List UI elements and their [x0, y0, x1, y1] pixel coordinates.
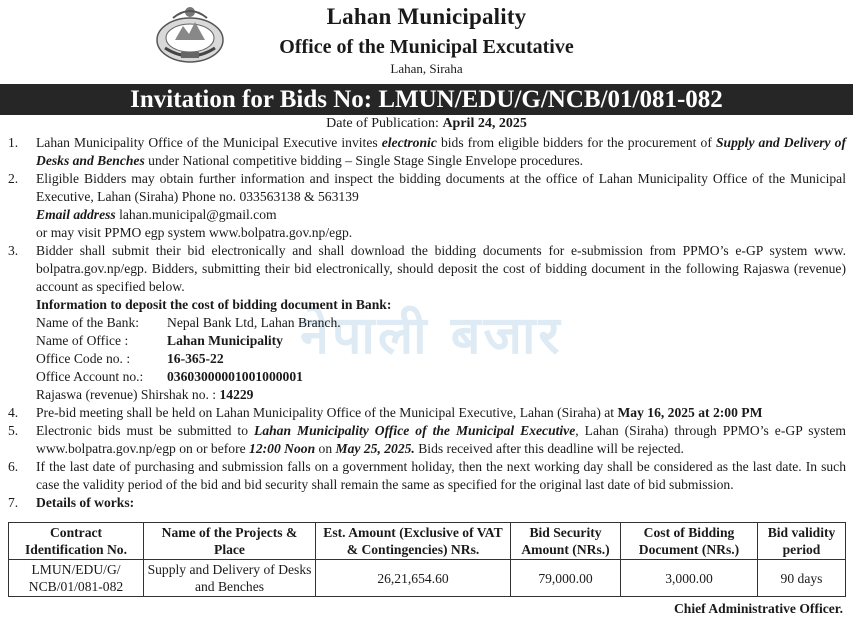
table-cell: 79,000.00 [511, 560, 621, 597]
bank-label: Name of the Bank: [36, 315, 140, 330]
table-header-row [9, 523, 846, 560]
emphasis-text: May 16, 2025 at 2:00 PM [617, 405, 763, 420]
bank-row [36, 332, 846, 350]
text-run: bids from eligible bidders for the procurement of [436, 135, 716, 150]
signature: Chief Administrative Officer. [673, 601, 843, 616]
bank-value: 14229 [219, 387, 254, 402]
publication-date-value: April 24, 2025 [442, 116, 527, 131]
email-label: Email address [36, 207, 116, 222]
works-table [8, 522, 846, 597]
item-number: 3. [8, 243, 19, 258]
bank-row [36, 314, 846, 332]
item-number: 1. [8, 135, 19, 150]
text-run: Bidder shall submit their bid electronically and shall download the bidding documents for e-submission from PPMO’s e-GP system www. bolpatra.gov.np/egp. Bidders, submitting their bid electronically, should deposit the cost of bidding document in the following Rajaswa (revenue) account as specified below. [36, 243, 846, 294]
publication-date [0, 116, 853, 132]
publication-label: Date of Publication: [326, 116, 439, 131]
item-text [36, 134, 846, 170]
item-number: 7. [8, 495, 19, 510]
text-run: or may visit PPMO egp system www.bolpatra.gov.np/egp. [36, 225, 353, 240]
email-address: lahan.municipal@gmail.com [115, 207, 277, 222]
emphasis-text: 12:00 Noon [249, 441, 316, 456]
list-item [8, 458, 846, 494]
municipality-name: Lahan Municipality [326, 4, 527, 29]
notice-body [8, 134, 846, 512]
item-number: 2. [8, 171, 19, 186]
bank-label: Rajaswa (revenue) Shirshak no. : [36, 387, 220, 402]
text-run: Pre-bid meeting shall be held on Lahan Municipality Office of the Municipal Executive, Lahan (Siraha) at [36, 405, 618, 420]
notice-header [0, 0, 853, 84]
emphasis-text: electronic [381, 135, 437, 150]
text-run: on [315, 441, 336, 456]
column-header: Est. Amount (Exclusive of VAT & Contingencies) NRs. [316, 523, 511, 560]
text-run: under National competitive bidding – Single Stage Single Envelope procedures. [144, 153, 584, 168]
list-item [8, 242, 846, 404]
email-line [36, 206, 846, 224]
list-item [8, 422, 846, 458]
text-run: , Lahan (Siraha) through PPMO’s e-GP system www.bolpatra.gov.np/egp on or before [36, 423, 847, 456]
column-header: Contract Identification No. [9, 523, 144, 560]
item-number: 6. [8, 459, 19, 474]
item-text [36, 170, 846, 242]
list-item [8, 134, 846, 170]
item-text [36, 242, 846, 404]
office-name: Office of the Municipal Excutative [279, 36, 574, 58]
bank-value: 03603000001001000001 [167, 369, 303, 384]
watermark-logo: नेपाली बजार [300, 306, 563, 366]
column-header: Bid Security Amount (NRs.) [511, 523, 621, 560]
emphasis-text: May 25, 2025. [335, 441, 415, 456]
item-text [36, 404, 846, 422]
bank-value: 16-365-22 [167, 351, 224, 366]
column-header: Name of the Projects & Place [144, 523, 316, 560]
text-run: Lahan Municipality Office of the Municipal Executive invites [36, 135, 382, 150]
item-text [36, 422, 846, 458]
bank-value: Lahan Municipality [167, 333, 283, 348]
bank-row [36, 386, 846, 404]
table-cell: LMUN/EDU/G/ NCB/01/081-082 [9, 560, 144, 597]
emphasis-text: Supply and Delivery of Desks and Benches [36, 135, 846, 168]
table-cell: 90 days [758, 560, 846, 597]
table-cell: 3,000.00 [621, 560, 758, 597]
bank-label: Office Account no.: [36, 369, 144, 384]
table-row [9, 560, 846, 597]
bank-label: Office Code no. : [36, 351, 131, 366]
text-run: Electronic bids must be submitted to [36, 423, 255, 438]
item-text: Details of works: [36, 495, 135, 510]
column-header: Bid validity period [758, 523, 846, 560]
bank-value: Nepal Bank Ltd, Lahan Branch. [167, 315, 341, 330]
bank-info-heading: Information to deposit the cost of bidding document in Bank: [36, 297, 392, 312]
bank-row [36, 368, 846, 386]
bank-row [36, 350, 846, 368]
text-run: Bids received after this deadline will be rejected. [414, 441, 684, 456]
text-run: Eligible Bidders may obtain further information and inspect the bidding documents at the office of Lahan Municipality Office of the Municipal Executive, Lahan (Siraha) Phone no. 033563138 & 563139 [36, 171, 846, 204]
list-item [8, 170, 846, 242]
table-cell: Supply and Delivery of Desks and Benches [144, 560, 316, 597]
column-header: Cost of Bidding Document (NRs.) [621, 523, 758, 560]
list-item [8, 494, 846, 512]
item-text: If the last date of purchasing and submission falls on a government holiday, then the next working day shall be considered as the last date. In such case the validity period of the bid and bid security shall remain the same as specified for the original last date of bid submission. [36, 459, 846, 492]
table-cell: 26,21,654.60 [316, 560, 511, 597]
office-location: Lahan, Siraha [390, 61, 463, 76]
item-number: 4. [8, 405, 19, 420]
list-item [8, 404, 846, 422]
bank-label: Name of Office : [36, 333, 129, 348]
notice-title: Invitation for Bids No: LMUN/EDU/G/NCB/01/081-082 [0, 84, 853, 115]
item-number: 5. [8, 423, 19, 438]
emphasis-text: Lahan Municipality Office of the Municipal Executive [254, 423, 576, 438]
